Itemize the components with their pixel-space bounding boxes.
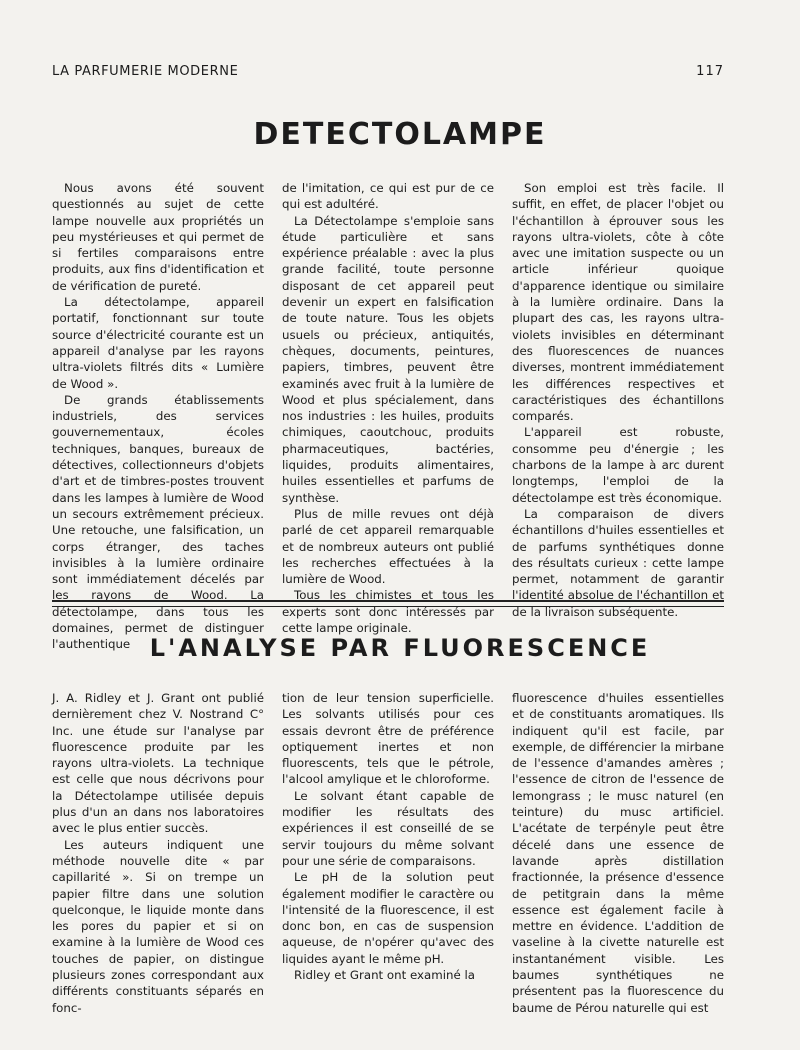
paragraph: Son emploi est très facile. Il suffit, en effet, de placer l'objet ou l'échantillon à éprouver sous les rayons ultra-violets, côte à côte avec une imitation suspecte ou un article inférieur quoique d'apparence identique ou similaire à la lumière ordinaire. Dans la plupart des cas, les rayons ultra-violets invisibles en déterminant des fluorescences de nuances diverses, montrent immédiatement les différences respectives et caractéristiques des échantillons comparés.	[512, 181, 724, 424]
paragraph: La comparaison de divers échantillons d'huiles essentielles et de parfums synthétiques donne des résultats curieux : cette lampe permet, notamment de garantir l'identité absolue de l'échantillon et de la livraison subséquente.	[512, 506, 724, 619]
column-2	[282, 180, 494, 636]
paragraph: La Détectolampe s'emploie sans étude particulière et sans expérience préalable : avec la plus grande facilité, toute personne disposant de cet appareil peut devenir un expert en falsification de toute nature. Tous les objets usuels ou précieux, antiquités, chèques, documents, peintures, papiers, timbres, peuvent être examinés avec fruit à la lumière de Wood et plus spécialement, dans nos industries : les huiles, produits chimiques, caoutchouc, produits pharmaceutiques, bactéries, liquides, produits alimentaires, huiles essentielles et parfums de synthèse.	[282, 213, 494, 505]
column-2	[282, 690, 494, 983]
paragraph: La détectolampe, appareil portatif, fonctionnant sur toute source d'électricité courante est un appareil d'analyse par les rayons ultra-violets filtrés dits « Lumière de Wood ».	[52, 295, 264, 391]
article-fluorescence-body	[52, 690, 724, 1015]
journal-title: LA PARFUMERIE MODERNE	[52, 64, 239, 79]
paragraph: Nous avons été souvent questionnés au sujet de cette lampe nouvelle aux propriétés un peu mystérieuses et qui permet de si fertiles comparaisons entre produits, aux fins d'identification et de vérification de pureté.	[52, 181, 264, 293]
paragraph: Les auteurs indiquent une méthode nouvelle dite « par capillarité ». Si on trempe un papier filtre dans une solution quelconque, le liquide monte dans les pores du papier et si on examine à la lumière de Wood ces touches de papier, on distingue plusieurs zones correspondant aux différents constituants séparés en fonc-	[52, 837, 264, 1015]
column-3	[512, 690, 724, 1016]
column-3	[512, 180, 724, 620]
paragraph: Tous les chimistes et tous les experts sont donc intéressés par cette lampe originale.	[282, 588, 494, 636]
paragraph: fluorescence d'huiles essentielles et de constituants aromatiques. Ils indiquent qu'il est facile, par exemple, de différencier la mirbane de l'essence d'amandes amères ; l'essence de citron de l'essence de lemongrass ; le musc naturel (en teinture) du musc artificiel. L'acétate de terpényle peut être décelé dans une essence de lavande après distillation fractionnée, la présence d'essence de petitgrain dans la même essence est également facile à mettre en évidence. L'addition de vaseline à la civette naturelle est instantanément visible. Les baumes synthétiques ne présentent pas la fluorescence du baume de Pérou naturelle qui est	[512, 691, 724, 1015]
page-number: 117	[696, 64, 724, 79]
paragraph: J. A. Ridley et J. Grant ont publié dernièrement chez V. Nostrand C° Inc. une étude sur l'analyse par fluorescence produite par les rayons ultra-violets. La technique est celle que nous décrivons pour la Détectolampe utilisée depuis plus d'un an dans nos laboratoires avec le plus entier succès.	[52, 691, 264, 836]
paragraph: de l'imitation, ce qui est pur de ce qui est adultéré.	[282, 181, 494, 212]
paragraph: Ridley et Grant ont examiné la	[294, 968, 476, 983]
article-title-fluorescence: L'ANALYSE PAR FLUORESCENCE	[149, 634, 651, 662]
paragraph: Le solvant étant capable de modifier les résultats des expériences il est conseillé de se servir toujours du même solvant pour une série de comparaisons.	[282, 788, 494, 868]
paragraph: Plus de mille revues ont déjà parlé de cet appareil remarquable et de nombreux auteurs ont publié les recherches effectuées à la lumière de Wood.	[282, 506, 494, 587]
article-title-detectolampe: DETECTOLAMPE	[253, 117, 547, 152]
paragraph: L'appareil est robuste, consomme peu d'énergie ; les charbons de la lampe à arc durent longtemps, l'emploi de la détectolampe est très économique.	[512, 425, 724, 505]
paragraph: De grands établissements industriels, des services gouvernementaux, écoles techniques, banques, bureaux de détectives, collectionneurs d'objets d'art et de timbres-postes trouvent dans les lampes à lumière de Wood un secours extrêmement précieux. Une retouche, une falsification, un corps étranger, des taches invisibles à la lumière ordinaire sont immédiatement décelés par les rayons de Wood. La détectolampe, dans tous les domaines, permet de distinguer l'authentique	[52, 392, 264, 652]
section-divider	[52, 606, 724, 607]
paragraph: Le pH de la solution peut également modifier le caractère ou l'intensité de la fluorescence, il est donc bon, en cas de suspension aqueuse, de n'opérer qu'avec des liquides ayant le même pH.	[282, 870, 494, 966]
section-divider	[52, 600, 724, 602]
paragraph: tion de leur tension superficielle. Les solvants utilisés pour ces essais devront être de préférence optiquement inertes et non fluorescents, tels que le pétrole, l'alcool amylique et le chloroforme.	[282, 691, 494, 787]
column-1	[52, 180, 264, 653]
column-1	[52, 690, 264, 1016]
